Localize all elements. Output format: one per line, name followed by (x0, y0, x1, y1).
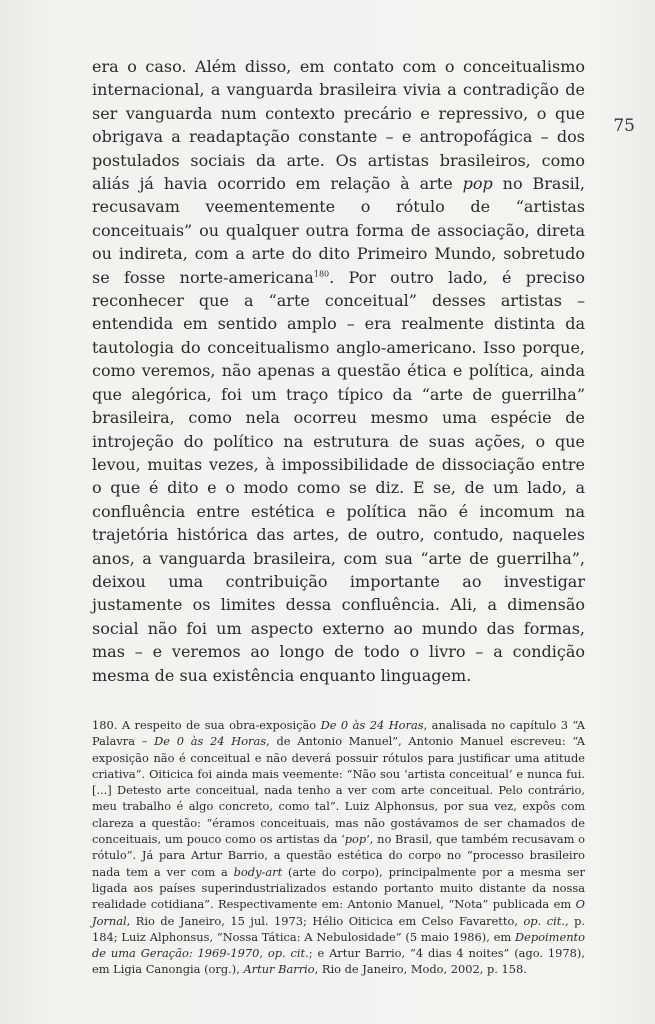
footnote-text: ’, no Brasil, que também recusavam o rótulo”. Já para Artur Barrio, a questão estética do corpo no “processo brasileiro nada tem a ver com a (92, 832, 585, 879)
footnote-italic: op. cit. (267, 946, 309, 961)
page-number: 75 (613, 116, 635, 136)
footnote-text: (arte do corpo), principalmente por a mesma ser ligada aos países superindustrializados estando portanto muito distante da nossa realidade cotidiana”. Respectivamente em: Antonio Manuel, “Nota” publicada em (92, 864, 585, 912)
footnote-italic: op. cit. (523, 913, 565, 928)
footnote-text: , de Antonio Manuel”, Antonio Manuel escreveu: “A exposição não é conceitual e não deverá possuir rótulos para justificar uma atitude criativa”. Oiticica foi ainda mais veemente: “Não sou ‘artista conceitual’ e nunca fui. [...] Detesto arte conceitual, nada tenho a ver com arte conceitual. Pelo contrário, meu trabalho é algo concreto, como tal”. Luiz Alphonsus, por sua vez, expôs com clareza a questão: “éramos conceituais, mas não gostávamos de ser chamados de conceituais, um pouco como os artistas da ‘ (92, 734, 585, 847)
body-text-italic: pop (462, 174, 493, 194)
body-text-part: no Brasil, recusavam veementemente o rótulo de “artistas conceituais” ou qualquer outra forma de associação, direta ou indireta, com a arte do dito Primeiro Mundo, sobretudo se fosse norte-americana (92, 174, 586, 287)
footnote-italic: De 0 às 24 Horas (154, 734, 267, 749)
footnote (92, 717, 585, 978)
footnote-italic: Depoimento de uma Geração: 1969-1970 (92, 929, 585, 961)
footnote-text: , p. 184; Luiz Alphonsus, “Nossa Tática: A Nebulosidade” (5 maio 1986), em (92, 913, 585, 944)
footnote-text: , Rio de Janeiro, 15 jul. 1973; Hélio Oiticica em Celso Favaretto, (126, 913, 524, 928)
footnote-text: ; e Artur Barrio, “4 dias 4 noites” (ago. 1978), em Ligia Canongia (org.), (92, 946, 585, 977)
footnote-italic: Artur Barrio (243, 962, 315, 977)
footnote-italic: De 0 às 24 Horas (320, 718, 424, 732)
body-paragraph (92, 55, 585, 687)
footnote-italic: body-art (233, 864, 283, 879)
footnote-italic: pop (344, 832, 367, 847)
footnote-text: , analisada no capítulo 3 “A Palavra – (92, 718, 586, 749)
body-text-part: era o caso. Além disso, em contato com o conceitualismo internacional, a vanguarda brasileira vivia a contradição de ser vanguarda num contexto precário e repressivo, o que obrigava a readaptação constante – e antropofágica – dos postulados sociais da arte. Os artistas brasileiros, como aliás já havia ocorrido em relação à arte (92, 57, 585, 194)
footnote-text: , Rio de Janeiro, Modo, 2002, p. 158. (314, 962, 527, 977)
footnote-text: , (259, 946, 268, 961)
footnote-text: 180. A respeito de sua obra-exposição (92, 718, 321, 732)
footnote-italic: O Jornal (92, 897, 585, 928)
footnote-reference: 180 (313, 269, 330, 279)
body-text-part: . Por outro lado, é preciso reconhecer que a “arte conceitual” desses artistas – entendida em sentido amplo – era realmente distinta da tautologia do conceitualismo anglo-americano. Isso porque, como veremos, não apenas a questão ética e política, ainda que alegórica, foi um traço típico da “arte de guerrilha” brasileira, como nela ocorreu mesmo uma espécie de introjeção do político na estrutura de suas ações, o que levou, muitas vezes, à impossibilidade de dissociação entre o que é dito e o modo como se diz. E se, de um lado, a confluência entre estética e política não é incomum na trajetória histórica das artes, de outro, contudo, naqueles anos, a vanguarda brasileira, com sua “arte de guerrilha”, deixou uma contribuição importante ao investigar justamente os limites dessa confluência. Ali, a dimensão social não foi um aspecto externo ao mundo das formas, mas – e veremos ao longo de todo o livro – a condição mesma de sua existência enquanto linguagem. (92, 267, 585, 685)
